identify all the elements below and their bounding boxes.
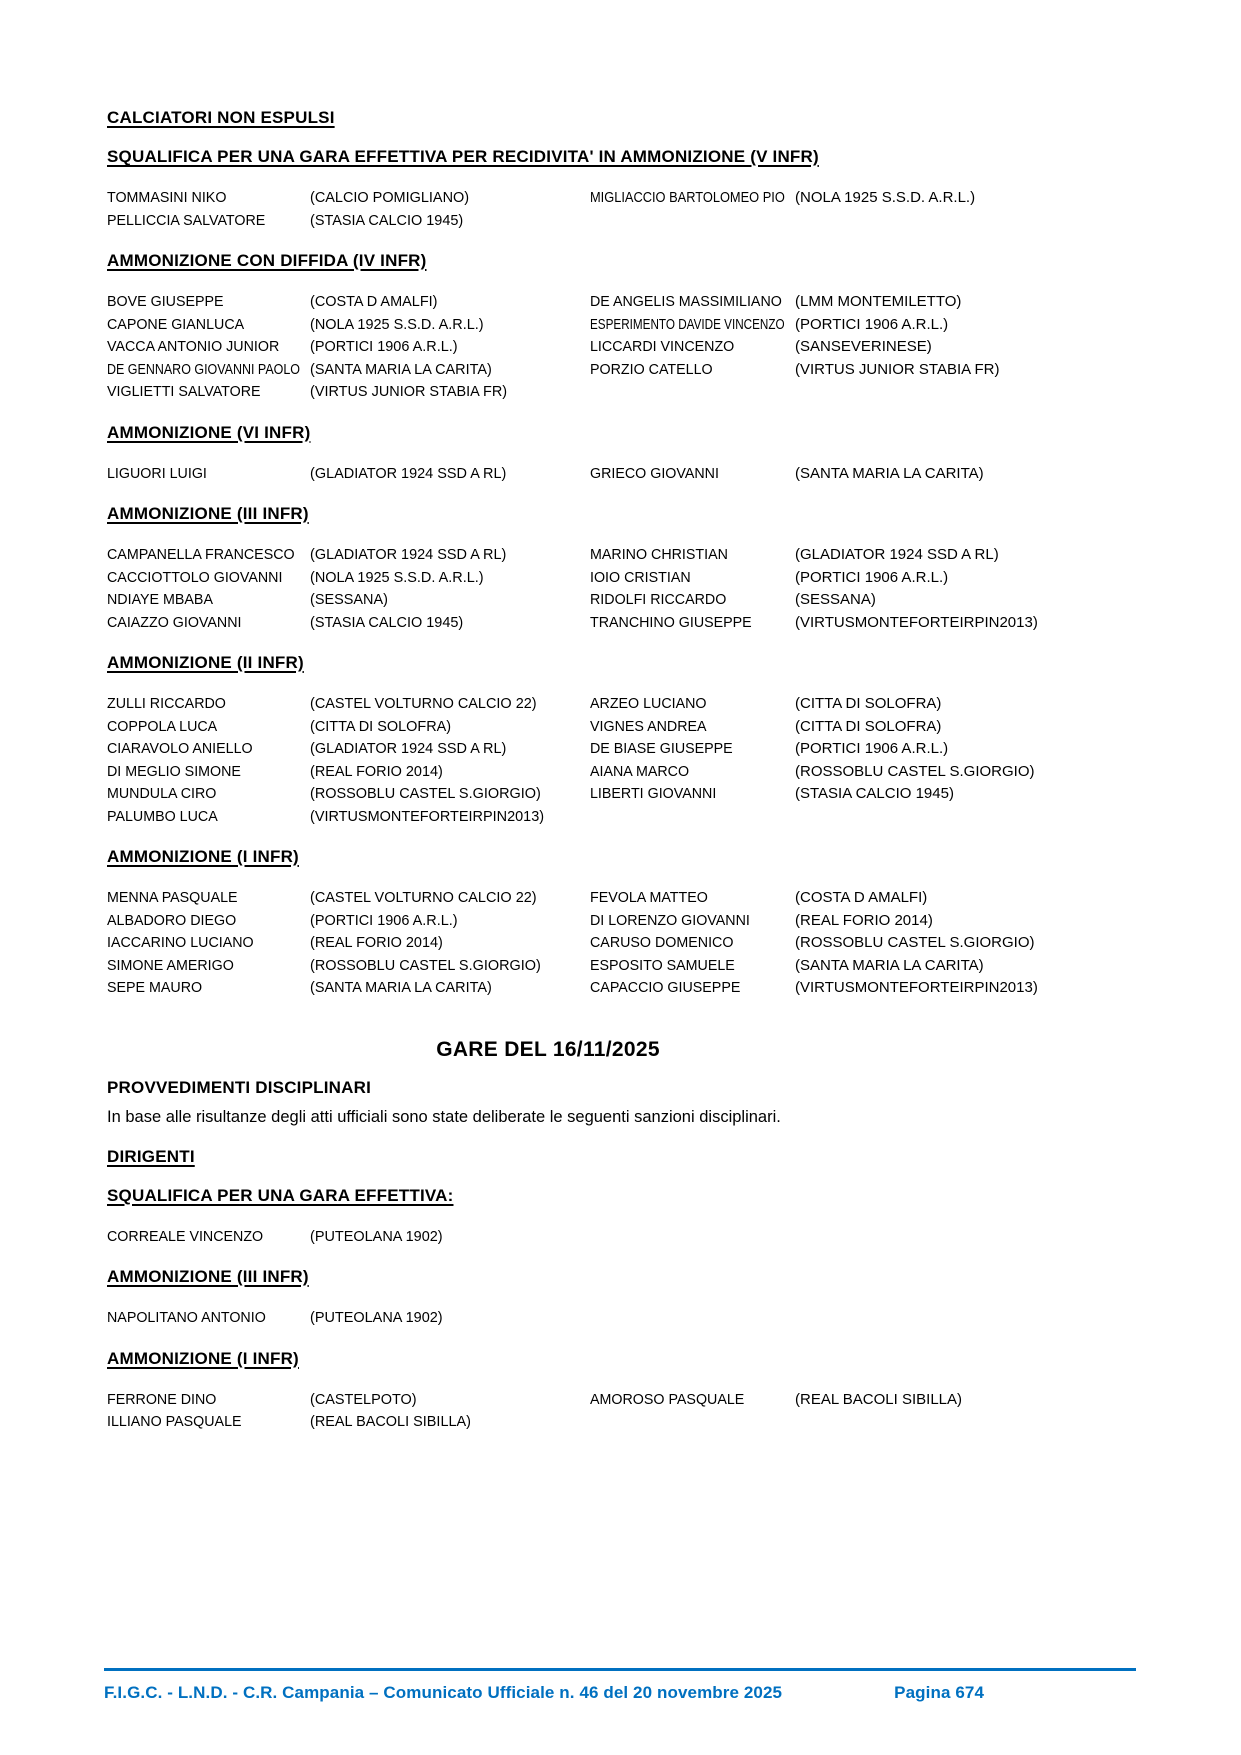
club-name: (PORTICI 1906 A.R.L.) <box>795 568 949 586</box>
club-name: (VIRTUS JUNIOR STABIA FR) <box>795 360 1000 378</box>
club-name: (PORTICI 1906 A.R.L.) <box>310 911 458 929</box>
dirigenti-sections <box>107 1186 1134 1434</box>
player-name: DE GENNARO GIOVANNI PAOLO <box>107 360 301 378</box>
club-name: (GLADIATOR 1924 SSD A RL) <box>310 546 507 563</box>
club-name: (GLADIATOR 1924 SSD A RL) <box>310 464 507 482</box>
club-name: (LMM MONTEMILETTO) <box>795 293 962 310</box>
club-name: (PORTICI 1906 A.R.L.) <box>310 338 458 355</box>
entry-row <box>107 336 1134 359</box>
club-name: (SESSANA) <box>310 591 388 608</box>
club-name: (STASIA CALCIO 1945) <box>310 211 464 229</box>
club-name: (COSTA D AMALFI) <box>795 889 928 906</box>
footer-divider <box>104 1668 1136 1671</box>
club-name: (COSTA D AMALFI) <box>310 293 438 310</box>
entry-row <box>107 783 1134 806</box>
player-name: NDIAYE MBABA <box>107 591 213 608</box>
entry-row <box>107 291 1134 314</box>
player-name: PORZIO CATELLO <box>590 360 713 378</box>
club-name: (NOLA 1925 S.S.D. A.R.L.) <box>310 568 484 586</box>
page-footer <box>104 1668 1136 1703</box>
entry-row <box>107 1411 1134 1434</box>
club-name: (REAL FORIO 2014) <box>310 762 443 780</box>
club-name: (REAL FORIO 2014) <box>795 911 933 929</box>
entry-row <box>107 359 1134 382</box>
player-name: CACCIOTTOLO GIOVANNI <box>107 568 283 586</box>
player-name: LIGUORI LUIGI <box>107 464 207 482</box>
club-name: (PUTEOLANA 1902) <box>310 1227 443 1245</box>
entry-row <box>107 693 1134 716</box>
player-name: VIGNES ANDREA <box>590 717 707 735</box>
entry-row <box>107 761 1134 784</box>
calciatori-sections <box>107 147 1134 1000</box>
dirigenti-title: DIRIGENTI <box>107 1146 195 1166</box>
entry-row <box>107 210 1134 233</box>
player-name: IACCARINO LUCIANO <box>107 934 254 951</box>
player-name: NAPOLITANO ANTONIO <box>107 1309 266 1326</box>
player-name: TRANCHINO GIUSEPPE <box>590 613 752 631</box>
entry-row <box>107 716 1134 739</box>
section-heading: SQUALIFICA PER UNA GARA EFFETTIVA: <box>107 1185 454 1205</box>
section-heading: AMMONIZIONE (VI INFR) <box>107 422 311 442</box>
club-name: (VIRTUSMONTEFORTEIRPIN2013) <box>310 807 545 825</box>
section-entries <box>107 187 1134 232</box>
entry-row <box>107 381 1134 404</box>
player-name: MARINO CHRISTIAN <box>590 546 728 563</box>
club-name: (CASTELPOTO) <box>310 1390 417 1408</box>
player-name: DE ANGELIS MASSIMILIANO <box>590 293 782 310</box>
entry-row <box>107 932 1134 955</box>
section-entries <box>107 1307 1134 1330</box>
player-name: VIGLIETTI SALVATORE <box>107 383 261 400</box>
intro-paragraph: In base alle risultanze degli atti ufficiali sono state deliberate le seguenti sanzioni disciplinari. <box>107 1107 781 1126</box>
player-name: CAPACCIO GIUSEPPE <box>590 979 741 996</box>
player-name: BOVE GIUSEPPE <box>107 293 224 310</box>
entry-row <box>107 910 1134 933</box>
club-name: (SANTA MARIA LA CARITA) <box>795 464 984 482</box>
player-name: VACCA ANTONIO JUNIOR <box>107 338 280 355</box>
player-name: IOIO CRISTIAN <box>590 568 691 586</box>
player-name: FEVOLA MATTEO <box>590 889 708 906</box>
calciatori-non-espulsi-title: CALCIATORI NON ESPULSI <box>107 108 335 127</box>
player-name: DI MEGLIO SIMONE <box>107 762 241 780</box>
entry-row <box>107 463 1134 486</box>
player-name: ALBADORO DIEGO <box>107 911 237 929</box>
club-name: (GLADIATOR 1924 SSD A RL) <box>795 546 999 563</box>
club-name: (REAL FORIO 2014) <box>310 934 443 951</box>
entry-row <box>107 612 1134 635</box>
entry-row <box>107 977 1134 1000</box>
club-name: (VIRTUSMONTEFORTEIRPIN2013) <box>795 979 1038 996</box>
player-name: LICCARDI VINCENZO <box>590 338 735 355</box>
player-name: PELLICCIA SALVATORE <box>107 211 266 229</box>
club-name: (SANTA MARIA LA CARITA) <box>310 979 492 996</box>
player-name: RIDOLFI RICCARDO <box>590 591 727 608</box>
entry-row <box>107 1226 1134 1249</box>
footer-communique-label: F.I.G.C. - L.N.D. - C.R. Campania – Comunicato Ufficiale n. 46 del 20 novembre 2025 <box>104 1683 783 1702</box>
section-heading: SQUALIFICA PER UNA GARA EFFETTIVA PER RECIDIVITA' IN AMMONIZIONE (V INFR) <box>107 147 819 166</box>
club-name: (STASIA CALCIO 1945) <box>795 785 954 802</box>
player-name: DI LORENZO GIOVANNI <box>590 911 750 929</box>
player-name: COPPOLA LUCA <box>107 717 218 735</box>
footer-page-number: Pagina 674 <box>894 1683 984 1702</box>
section-entries <box>107 544 1134 634</box>
entry-row <box>107 187 1134 210</box>
player-name: AIANA MARCO <box>590 762 690 780</box>
player-name: SIMONE AMERIGO <box>107 956 234 974</box>
player-name: ESPOSITO SAMUELE <box>590 956 735 974</box>
club-name: (CASTEL VOLTURNO CALCIO 22) <box>310 889 537 906</box>
club-name: (CITTA DI SOLOFRA) <box>310 717 452 735</box>
player-name: LIBERTI GIOVANNI <box>590 785 717 802</box>
player-name: GRIECO GIOVANNI <box>590 464 719 482</box>
player-name: MENNA PASQUALE <box>107 889 238 906</box>
club-name: (ROSSOBLU CASTEL S.GIORGIO) <box>310 956 541 974</box>
player-name: FERRONE DINO <box>107 1390 217 1408</box>
entry-row <box>107 955 1134 978</box>
player-name: CORREALE VINCENZO <box>107 1227 264 1245</box>
club-name: (VIRTUSMONTEFORTEIRPIN2013) <box>795 613 1038 631</box>
club-name: (ROSSOBLU CASTEL S.GIORGIO) <box>795 762 1035 780</box>
player-name: TOMMASINI NIKO <box>107 189 227 206</box>
club-name: (STASIA CALCIO 1945) <box>310 613 464 631</box>
player-name: CAIAZZO GIOVANNI <box>107 613 242 631</box>
player-name: ZULLI RICCARDO <box>107 695 226 712</box>
club-name: (ROSSOBLU CASTEL S.GIORGIO) <box>310 785 541 802</box>
club-name: (REAL BACOLI SIBILLA) <box>795 1390 963 1408</box>
club-name: (SANTA MARIA LA CARITA) <box>795 956 984 974</box>
entry-row <box>107 1389 1134 1412</box>
section-entries <box>107 693 1134 828</box>
section-heading: AMMONIZIONE (II INFR) <box>107 653 304 672</box>
player-name: MUNDULA CIRO <box>107 785 217 802</box>
player-name: SEPE MAURO <box>107 979 203 996</box>
section-entries <box>107 291 1134 404</box>
entry-row <box>107 567 1134 590</box>
section-entries <box>107 1389 1134 1434</box>
section-entries <box>107 887 1134 1000</box>
club-name: (PORTICI 1906 A.R.L.) <box>795 740 949 757</box>
entry-row <box>107 738 1134 761</box>
section-entries <box>107 1226 1134 1249</box>
provvedimenti-disciplinari-heading: PROVVEDIMENTI DISCIPLINARI <box>107 1077 372 1097</box>
entry-row <box>107 806 1134 829</box>
club-name: (SESSANA) <box>795 591 876 608</box>
section-heading: AMMONIZIONE (III INFR) <box>107 1267 309 1286</box>
player-name: PALUMBO LUCA <box>107 807 218 825</box>
player-name: CARUSO DOMENICO <box>590 934 734 951</box>
player-name: ESPERIMENTO DAVIDE VINCENZO <box>590 315 785 333</box>
section-entries <box>107 463 1134 486</box>
player-name: CAMPANELLA FRANCESCO <box>107 546 295 563</box>
club-name: (GLADIATOR 1924 SSD A RL) <box>310 740 507 757</box>
club-name: (CASTEL VOLTURNO CALCIO 22) <box>310 695 537 712</box>
club-name: (CITTA DI SOLOFRA) <box>795 695 942 712</box>
club-name: (PUTEOLANA 1902) <box>310 1309 443 1326</box>
club-name: (NOLA 1925 S.S.D. A.R.L.) <box>795 189 976 206</box>
club-name: (REAL BACOLI SIBILLA) <box>310 1413 472 1430</box>
section-heading: AMMONIZIONE CON DIFFIDA (IV INFR) <box>107 251 427 270</box>
section-heading: AMMONIZIONE (I INFR) <box>107 1348 299 1368</box>
section-heading: AMMONIZIONE (I INFR) <box>107 847 299 866</box>
entry-row <box>107 887 1134 910</box>
club-name: (CITTA DI SOLOFRA) <box>795 717 942 735</box>
club-name: (SANSEVERINESE) <box>795 338 932 355</box>
entry-row <box>107 314 1134 337</box>
player-name: ILLIANO PASQUALE <box>107 1413 242 1430</box>
player-name: CIARAVOLO ANIELLO <box>107 740 253 757</box>
entry-row <box>107 544 1134 567</box>
section-heading: AMMONIZIONE (III INFR) <box>107 504 309 523</box>
club-name: (ROSSOBLU CASTEL S.GIORGIO) <box>795 934 1035 951</box>
entry-row <box>107 1307 1134 1330</box>
gare-del-title: GARE DEL 16/11/2025 <box>436 1037 660 1061</box>
entry-row <box>107 589 1134 612</box>
club-name: (VIRTUS JUNIOR STABIA FR) <box>310 383 508 400</box>
player-name: ARZEO LUCIANO <box>590 695 707 712</box>
player-name: MIGLIACCIO BARTOLOMEO PIO <box>590 189 785 206</box>
player-name: AMOROSO PASQUALE <box>590 1390 745 1408</box>
club-name: (PORTICI 1906 A.R.L.) <box>795 315 949 333</box>
club-name: (CALCIO POMIGLIANO) <box>310 189 470 206</box>
club-name: (NOLA 1925 S.S.D. A.R.L.) <box>310 315 484 333</box>
player-name: DE BIASE GIUSEPPE <box>590 740 733 757</box>
player-name: CAPONE GIANLUCA <box>107 315 245 333</box>
club-name: (SANTA MARIA LA CARITA) <box>310 360 492 378</box>
